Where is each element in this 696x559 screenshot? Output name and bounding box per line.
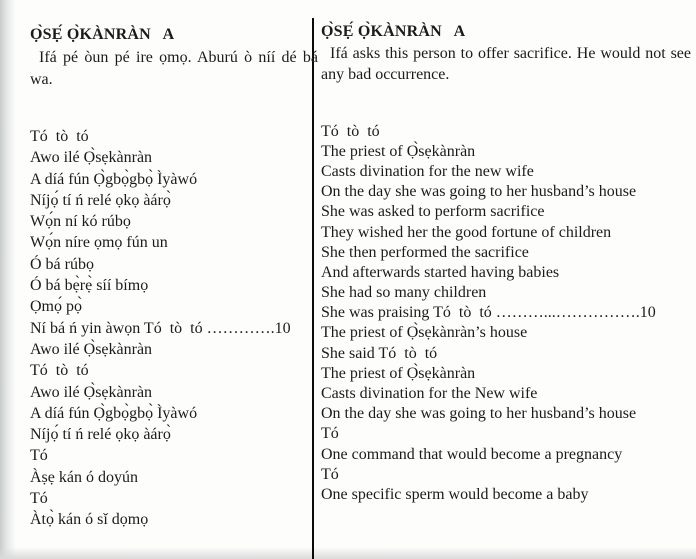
verse-line: Àtọ̀ kán ó sǐ dọmọ (30, 511, 149, 529)
verse-line: Àṣẹ kán ó doyún (30, 468, 138, 486)
verse-line: One command that would become a pregnancy (321, 445, 623, 463)
intro-yoruba: Ifá pé òun pé ire ọmọ. Aburú ò níí dé bá wa. (30, 49, 318, 88)
verse-line: Awo ilé Ọ̀sẹkànràn (30, 340, 153, 358)
verse-line: And afterwards started having babies (321, 263, 560, 281)
verse-line: She said Tó tò tó (321, 344, 438, 362)
verse-line: She then performed the sacrifice (321, 243, 529, 261)
verse-line: Tó tò tó (321, 122, 380, 140)
verse-line: Níjọ́ tí ń relé ọkọ àárọ̀ (30, 191, 171, 209)
verse-line: One specific sperm would become a baby (321, 485, 589, 503)
verse-line: The priest of Ọ̀sẹkànràn (321, 142, 476, 160)
verse-line: Awo ilé Ọ̀sẹkànràn (30, 383, 153, 401)
verse-line: Níjọ́ tí ń relé ọkọ àárọ̀ (30, 426, 171, 444)
verse-line: Tó (321, 425, 339, 443)
verse-line: Tó tò tó (30, 362, 89, 380)
verse-line-numbered-10: Ní bá ń yin àwọn Tó tò tó ………….10 (30, 319, 291, 337)
verse-english (321, 122, 691, 506)
odu-title-yoruba: Ọ̀SẸ́ Ọ̀KÀNRÀN A (30, 26, 175, 43)
odu-title-english: Ọ̀SẸ́ Ọ̀KÀNRÀN A (321, 23, 466, 40)
verse-line-numbered-10: She was praising Tó tò tó ………...…………….10 (321, 304, 656, 322)
verse-line: Tó (30, 490, 48, 508)
page-edge-shadow-bottom (0, 547, 696, 559)
intro-english: Ifá asks this person to offer sacrifice. He would not see any bad occurrence. (321, 45, 691, 83)
verse-line: She was asked to perform sacrifice (321, 203, 545, 221)
verse-line: A díá fún Ọ̀gbọ̀gbọ̀ Ìyàwó (30, 170, 198, 188)
verse-line: Wọ́n níre ọmọ fún un (30, 234, 168, 252)
verse-line: Ọmọ́ pọ̀ (30, 298, 82, 316)
yoruba-column (30, 24, 318, 531)
verse-line: On the day she was going to her husband’s house (321, 183, 637, 201)
verse-line: Tó (30, 447, 48, 465)
verse-line: The priest of Ọ̀sẹkànràn (321, 364, 476, 382)
verse-line: Ó bá rúbọ (30, 255, 94, 273)
page-edge-shadow-left (0, 0, 16, 559)
verse-line: Ó bá bẹ̀rẹ̀ síí bímọ (30, 277, 149, 295)
verse-line: Casts divination for the New wife (321, 385, 538, 403)
verse-line: Tó tò tó (30, 128, 89, 145)
verse-line: Tó (321, 465, 339, 483)
verse-line: A díá fún Ọ̀gbọ̀gbọ̀ Ìyàwó (30, 404, 198, 422)
english-column (321, 21, 691, 505)
verse-line: They wished her the good fortune of children (321, 223, 612, 241)
verse-line: Wọ́n ní kó rúbọ (30, 213, 131, 231)
verse-line: Awo ilé Ọ̀sẹkànràn (30, 149, 153, 167)
verse-line: The priest of Ọ̀sẹkànràn’s house (321, 324, 528, 342)
verse-line: She had so many children (321, 284, 487, 302)
verse-line: On the day she was going to her husband’s house (321, 405, 637, 423)
verse-yoruba (30, 126, 318, 531)
verse-line: Casts divination for the new wife (321, 162, 534, 180)
